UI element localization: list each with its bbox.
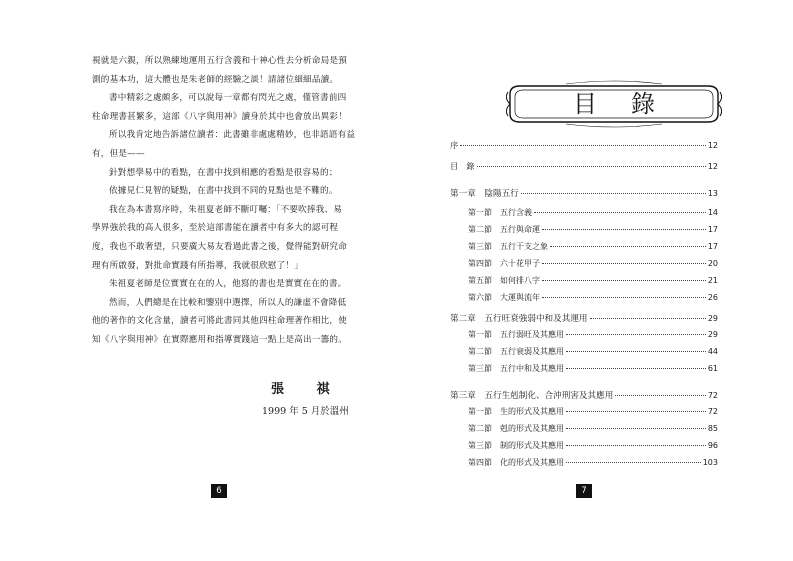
toc-entry-page: 26 [707,293,718,302]
toc-entry-label: 第四節 化的形式及其應用 [468,458,564,467]
toc-dot-leader [590,318,706,319]
toc-entry-page: 103 [702,458,718,467]
toc-entry-page: 12 [707,141,718,150]
toc-entry-label: 第一節 五行含義 [468,208,532,217]
toc-dot-leader [477,166,706,167]
preface-line: 針對想學易中的看點，在書中找到相應的看點是很容易的； [109,167,338,178]
toc-entry [450,389,718,401]
toc-entry-page: 96 [707,441,718,450]
toc-entry-label: 序 [450,140,459,150]
toc-dot-leader [566,445,706,446]
toc-title: 目錄 [573,90,689,118]
toc-entry-page: 17 [707,242,718,251]
preface-line: 然而，人們總是在比較和鑒別中選擇，所以人的謙虛不會降低 [109,297,347,308]
toc-entry-label: 第三節 五行干支之象 [468,242,548,251]
preface-line: 依據見仁見智的疑點，在書中找到不同的見點也是不難的。 [109,186,338,197]
toc-entry [468,224,718,235]
toc-entry-page: 44 [707,347,718,356]
toc-entry-label: 第二節 剋的形式及其應用 [468,424,564,433]
toc-entry [468,241,718,252]
preface-line: 柱命理書甚繁多，這部《八字與用神》讀身於其中也會放出異彩！ [92,111,348,122]
toc-entry [468,363,718,374]
toc-entry-page: 72 [707,391,718,400]
toc-entry-page: 85 [707,424,718,433]
toc-entry [468,275,718,286]
toc-entry-page: 17 [707,225,718,234]
toc-entry-label: 第四節 六十花甲子 [468,259,540,268]
right-page [396,0,793,561]
preface-line: 他的著作的文化含量，讀者可將此書同其他四柱命理著作相比，使 [92,316,348,327]
preface-line: 所以我肯定地告訴諸位讀者：此書雖非處處精妙，也非語語有益 [109,130,356,141]
toc-entry-label: 第一節 生的形式及其應用 [468,407,564,416]
preface-line: 學界強於我的高人很多，至於這部書能在讀者中有多大的認可程 [92,223,339,234]
toc-entry-label: 第三章 五行生剋制化、合沖刑害及其應用 [450,391,614,401]
toc-entry-page: 14 [707,208,718,217]
toc-dot-leader [542,297,706,298]
author-name: 張 祺 [271,382,344,397]
page-number-left: 6 [211,484,227,498]
toc-entry [450,312,718,324]
left-page [0,0,396,561]
toc-entry [468,440,718,451]
preface-line: 書中精彩之處頗多，可以說每一章都有閃光之處，僅管書前四 [109,93,347,104]
preface-line: 知《八字與用神》在實際應用和指導實踐這一點上是高出一籌的。 [92,334,348,345]
toc-dot-leader [550,246,706,247]
toc-dot-leader [542,263,706,264]
toc-entry-label: 第三節 五行中和及其應用 [468,364,564,373]
toc-entry-label: 第一章 陰陽五行 [450,189,519,199]
toc-entry-page: 20 [707,259,718,268]
toc-entry-page: 72 [707,407,718,416]
toc-entry-label: 目 錄 [450,161,475,171]
toc-entry [450,161,718,172]
preface-text [92,52,372,350]
toc-dot-leader [542,229,706,230]
toc-dot-leader [566,411,706,412]
toc-dot-leader [566,351,706,352]
toc-entry [468,207,718,218]
toc-entry [468,346,718,357]
toc-entry-label: 第二節 五行與命運 [468,225,540,234]
toc-entry-page: 61 [707,364,718,373]
toc-dot-leader [534,212,706,213]
preface-line: 我在為本書寫序時，朱祖夏老師不斷叮囑：「不要吹捧我、易 [109,204,343,215]
toc-entry-label: 第二章 五行旺衰強弱中和及其運用 [450,314,588,324]
toc-entry [450,187,718,199]
preface-line: 有，但是—— [92,148,145,159]
toc-entry [468,423,718,434]
toc-dot-leader [566,368,706,369]
toc-dot-leader [460,145,706,146]
preface-line: 視就是六親，所以熟練地運用五行含義和十神心性去分析命局是預 [92,56,348,66]
toc-entry-page: 21 [707,276,718,285]
toc-entry-page: 29 [707,314,718,323]
preface-date: 1999 年 5 月於溫州 [262,406,349,417]
preface-line: 度，我也不敢奢望，只要廣大易友看過此書之後，覺得能對研究命 [92,241,348,252]
toc-entry-label: 第六節 大運與流年 [468,293,540,302]
toc-entry-page: 12 [707,162,718,171]
toc-entry [450,140,718,151]
toc-dot-leader [542,280,706,281]
preface-line: 測的基本功，這大體也是朱老師的經驗之談！請諸位細細品讀。 [92,74,339,85]
toc-entry [468,292,718,303]
toc-title-banner [506,80,722,128]
preface-line: 理有所啟發，對批命實踐有所指導，我就很欣慰了！」 [92,260,304,271]
toc-dot-leader [566,462,701,463]
toc-dot-leader [566,428,706,429]
toc-entry [468,329,718,340]
toc-dot-leader [615,395,706,396]
toc-entry-page: 29 [707,330,718,339]
toc-entry [468,457,718,468]
toc-entry [468,406,718,417]
toc-entry [468,258,718,269]
toc-dot-leader [521,193,706,194]
toc-entry-label: 第二節 五行衰弱及其應用 [468,347,564,356]
toc-entry-page: 13 [707,189,718,198]
toc-entry-label: 第一節 五行弱旺及其應用 [468,330,564,339]
toc-entry-label: 第五節 如何排八字 [468,276,540,285]
toc-entry-label: 第三節 制的形式及其應用 [468,441,564,450]
page-number-right: 7 [576,484,592,498]
toc-dot-leader [566,334,706,335]
preface-line: 朱祖夏老師是位實實在在的人，他寫的書也是實實在在的書。 [109,279,347,290]
